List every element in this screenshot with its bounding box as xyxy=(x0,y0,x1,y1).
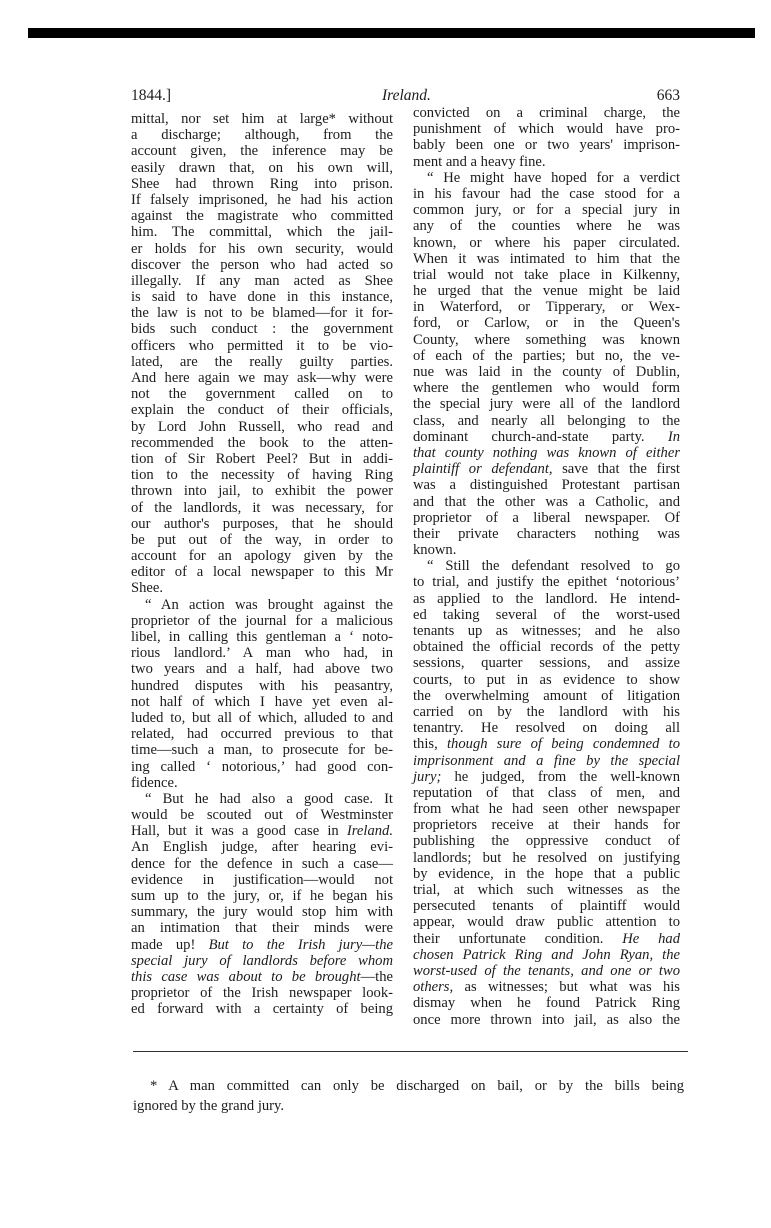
text-line xyxy=(131,1001,393,1017)
text-line xyxy=(413,202,680,218)
text-column-right xyxy=(413,105,680,1028)
text-segment: time—such a man, to prosecute for be- xyxy=(131,742,393,759)
text-line xyxy=(131,694,393,710)
text-segment: rious landlord.’ A man who had, in xyxy=(131,645,393,662)
text-segment: from what he had seen other newspaper xyxy=(413,801,680,818)
text-segment: their private characters nothing was xyxy=(413,525,680,542)
text-segment: An English judge, after hearing evi- xyxy=(131,839,393,856)
text-segment: publishing the oppressive conduct of xyxy=(413,833,680,850)
italic-text-segment: that county nothing was known of either xyxy=(413,444,680,461)
text-segment: hundred disputes with his peasantry, xyxy=(131,677,393,694)
text-segment: made up! xyxy=(131,936,209,953)
text-segment: “ Still the defendant resolved to go xyxy=(427,558,680,575)
text-segment: tion of Sir Robert Peel? But in addi- xyxy=(131,450,393,467)
text-segment: against the magistrate who committed xyxy=(131,208,393,225)
text-line xyxy=(413,591,680,607)
text-line xyxy=(413,947,680,963)
text-line xyxy=(131,321,393,337)
text-segment: er holds for his own security, would xyxy=(131,240,393,257)
text-line xyxy=(413,672,680,688)
text-segment: bids such conduct : the government xyxy=(131,321,393,338)
footnote-text: ignored by the grand jury. xyxy=(133,1098,285,1114)
text-segment: “ But he had also a good case. It xyxy=(145,790,393,807)
text-segment: ed taking several of the worst-used xyxy=(413,606,680,623)
text-segment: would be scouted out of Westminster xyxy=(131,807,393,824)
text-segment: Hall, but it was a good case in xyxy=(131,823,347,840)
text-segment: he urged that the venue might be laid xyxy=(413,283,680,300)
text-segment: two years and a half, had above two xyxy=(131,661,393,678)
text-segment: account given, the inference may be xyxy=(131,143,393,160)
text-line xyxy=(413,445,680,461)
text-line xyxy=(131,192,393,208)
text-segment: in his favour had the case stood for a xyxy=(413,185,680,202)
text-line xyxy=(413,655,680,671)
text-segment: and that the other was a Catholic, and xyxy=(413,493,680,510)
running-title: Ireland. xyxy=(382,87,431,104)
text-line xyxy=(131,629,393,645)
text-segment: our author's purposes, that he should xyxy=(131,515,393,532)
text-segment: tenants up as witnesses; and he also xyxy=(413,623,680,639)
text-line xyxy=(131,257,393,273)
footnote xyxy=(133,1076,684,1116)
text-line xyxy=(413,898,680,914)
text-line xyxy=(413,235,680,251)
text-line xyxy=(413,574,680,590)
text-line xyxy=(131,856,393,872)
footnote-text: * A man committed can only be discharged on bail, or by the bills being xyxy=(150,1078,684,1094)
text-segment: trial would not take place in Kilkenny, xyxy=(413,266,680,283)
text-line xyxy=(131,289,393,305)
text-line xyxy=(413,995,680,1011)
text-line xyxy=(131,904,393,920)
text-line xyxy=(131,160,393,176)
text-segment: Shee had thrown Ring into prison. xyxy=(131,175,393,192)
text-line xyxy=(413,623,680,639)
text-line xyxy=(413,607,680,623)
text-line xyxy=(131,241,393,257)
text-segment: reputation of that class of men, and xyxy=(413,784,680,801)
text-line xyxy=(131,678,393,694)
text-line xyxy=(131,888,393,904)
text-segment: persecuted tenants of plaintiff would xyxy=(413,898,680,915)
text-segment: explain the conduct of their officials, xyxy=(131,402,393,419)
text-line xyxy=(413,494,680,510)
text-line xyxy=(131,500,393,516)
italic-text-segment: But to the Irish jury—the xyxy=(208,936,393,953)
text-line xyxy=(413,639,680,655)
text-line xyxy=(131,839,393,855)
text-line xyxy=(413,348,680,364)
text-segment: ed forward with a certainty of being xyxy=(131,1001,393,1018)
text-segment: in Waterford, or Tipperary, or Wex- xyxy=(413,299,680,316)
text-segment: this, xyxy=(413,736,447,753)
text-line xyxy=(413,364,680,380)
footnote-rule xyxy=(133,1051,688,1052)
text-segment: trial, at which such witnesses as the xyxy=(413,882,680,898)
text-segment: officers who permitted it to be vio- xyxy=(131,337,393,354)
text-segment: tion to the necessity of having Ring xyxy=(131,467,393,484)
text-line xyxy=(413,736,680,752)
text-segment: sum up to the jury, or, if he began his xyxy=(131,888,393,904)
text-line xyxy=(413,105,680,121)
text-line xyxy=(413,833,680,849)
text-line xyxy=(413,413,680,429)
text-segment: the law is not to be blamed—for it for- xyxy=(131,305,393,322)
text-segment: the special jury were all of the landlord xyxy=(413,396,680,413)
text-line xyxy=(131,985,393,1001)
text-segment: discover the person who had acted so xyxy=(131,256,393,273)
text-line xyxy=(131,176,393,192)
text-segment: not the government called on to xyxy=(131,386,393,403)
text-line xyxy=(131,661,393,677)
text-segment: lated, are the really guilty parties. xyxy=(131,353,393,370)
text-line xyxy=(131,920,393,936)
text-line xyxy=(131,143,393,159)
italic-text-segment: He had xyxy=(622,930,680,947)
text-line xyxy=(131,807,393,823)
text-segment: known, or where his paper circulated. xyxy=(413,234,680,251)
text-segment: illegally. If any man acted as Shee xyxy=(131,272,393,289)
text-segment: obtained the official records of the petty xyxy=(413,639,680,656)
text-line xyxy=(413,251,680,267)
text-line xyxy=(413,429,680,445)
text-line xyxy=(131,208,393,224)
italic-text-segment: In xyxy=(667,428,680,445)
text-line xyxy=(131,467,393,483)
text-line xyxy=(413,882,680,898)
text-segment: proprietor of a liberal newspaper. Of xyxy=(413,509,680,526)
text-line xyxy=(131,775,393,791)
text-segment: him. The committal, which the jail- xyxy=(131,224,393,241)
text-segment: recommended the book to the atten- xyxy=(131,434,393,451)
text-line xyxy=(413,817,680,833)
text-line xyxy=(131,726,393,742)
text-line xyxy=(413,380,680,396)
text-line xyxy=(413,299,680,315)
text-segment: of the landlords, it was necessary, for xyxy=(131,499,393,516)
text-segment: appear, would draw public attention to xyxy=(413,914,680,931)
text-line xyxy=(131,516,393,532)
italic-text-segment: imprisonment and a fine by the special xyxy=(413,752,680,769)
text-line xyxy=(131,613,393,629)
text-segment: an intimation that their minds were xyxy=(131,920,393,937)
text-segment: proprietor of the Irish newspaper look- xyxy=(131,985,393,1002)
text-line xyxy=(131,937,393,953)
text-segment: dominant church-and-state party. xyxy=(413,428,668,445)
text-segment: mittal, nor set him at large* without xyxy=(131,111,393,127)
text-segment: related, had occurred previous to that xyxy=(131,726,393,743)
text-segment: is said to have done in this instance, xyxy=(131,289,393,306)
text-line xyxy=(131,224,393,240)
text-segment: save that the first xyxy=(552,461,680,478)
text-line xyxy=(131,597,393,613)
text-segment: libel, in calling this gentleman a ‘ noto- xyxy=(131,629,393,645)
text-line xyxy=(131,386,393,402)
text-segment: the overwhelming amount of litigation xyxy=(413,687,680,704)
text-line xyxy=(413,477,680,493)
text-line xyxy=(413,315,680,331)
text-segment: tenantry. He resolved on doing all xyxy=(413,720,680,737)
text-line xyxy=(413,332,680,348)
text-column-left xyxy=(131,111,393,1018)
text-segment: landlords; but he resolved on justifying xyxy=(413,849,680,866)
italic-text-segment: jury; xyxy=(413,768,442,785)
text-segment: “ He might have hoped for a verdict xyxy=(427,169,680,186)
text-line xyxy=(131,370,393,386)
text-segment: a discharge; although, from the xyxy=(131,127,393,144)
text-segment: punishment of which would have pro- xyxy=(413,121,680,138)
text-segment: account for an apology given by the xyxy=(131,548,393,565)
top-border-bar xyxy=(28,28,755,38)
text-line xyxy=(131,710,393,726)
text-segment: once more thrown into jail, as also the xyxy=(413,1011,680,1028)
text-segment: carried on by the landlord with his xyxy=(413,703,680,720)
text-line xyxy=(413,866,680,882)
text-line xyxy=(413,850,680,866)
text-line xyxy=(131,305,393,321)
text-segment: sessions, quarter sessions, and assize xyxy=(413,655,680,672)
text-line xyxy=(413,510,680,526)
text-line xyxy=(131,969,393,985)
text-segment: ford, or Carlow, or in the Queen's xyxy=(413,315,680,332)
text-segment: proprietors receive at their hands for xyxy=(413,817,680,834)
text-line xyxy=(413,769,680,785)
text-line xyxy=(413,121,680,137)
text-line xyxy=(131,580,393,596)
italic-text-segment: worst-used of the tenants, and one or two xyxy=(413,962,680,979)
text-line xyxy=(131,564,393,580)
text-line xyxy=(131,273,393,289)
text-segment: their unfortunate condition. xyxy=(413,930,623,947)
text-line xyxy=(131,435,393,451)
footnote-line xyxy=(133,1076,684,1096)
text-segment: ing called ‘ notorious,’ had good con- xyxy=(131,758,393,775)
text-line xyxy=(413,785,680,801)
page-number: 663 xyxy=(656,87,680,104)
text-segment: thrown into jail, to exhibit the power xyxy=(131,483,393,500)
text-line xyxy=(131,111,393,127)
text-segment: of each of the parties; but no, the ve- xyxy=(413,347,680,364)
text-line xyxy=(413,542,680,558)
text-segment: class, and nearly all belonging to the xyxy=(413,412,680,429)
text-segment: County, where something was known xyxy=(413,331,680,348)
footnote-line xyxy=(133,1096,684,1116)
text-segment: as applied to the landlord. He intend- xyxy=(413,590,680,607)
text-line xyxy=(131,532,393,548)
text-line xyxy=(131,338,393,354)
text-segment: And here again we may ask—why were xyxy=(131,370,393,386)
text-segment: as witnesses; but what was his xyxy=(453,979,680,996)
text-line xyxy=(413,688,680,704)
text-line xyxy=(413,283,680,299)
text-line xyxy=(131,354,393,370)
text-segment: nue was laid in the county of Dublin, xyxy=(413,364,680,380)
text-segment: be put out of the way, in order to xyxy=(131,531,393,548)
italic-text-segment: special jury of landlords before whom xyxy=(131,952,393,969)
text-segment: was a distinguished Protestant partisan xyxy=(413,477,680,494)
text-line xyxy=(413,720,680,736)
text-line xyxy=(131,872,393,888)
text-line xyxy=(131,548,393,564)
text-line xyxy=(413,914,680,930)
italic-text-segment: others, xyxy=(413,979,454,996)
text-line xyxy=(131,742,393,758)
text-line xyxy=(131,419,393,435)
text-segment: convicted on a criminal charge, the xyxy=(413,105,680,121)
text-line xyxy=(413,461,680,477)
text-line xyxy=(131,953,393,969)
text-line xyxy=(131,759,393,775)
text-segment: easily drawn that, on his own will, xyxy=(131,159,393,176)
text-segment: summary, the jury would stop him with xyxy=(131,904,393,921)
text-segment: courts, to put in as evidence to show xyxy=(413,671,680,688)
text-line xyxy=(413,801,680,817)
text-line xyxy=(131,402,393,418)
text-line xyxy=(413,1012,680,1028)
text-segment: he judged, from the well-known xyxy=(441,768,680,785)
italic-text-segment: Ireland. xyxy=(346,823,393,840)
text-line xyxy=(413,979,680,995)
text-segment: Shee. xyxy=(131,580,164,597)
text-segment: bably been one or two years' imprison- xyxy=(413,137,680,154)
text-line xyxy=(131,451,393,467)
text-line xyxy=(413,963,680,979)
text-segment: to trial, and justify the epithet ‘notorious’ xyxy=(413,574,680,591)
text-segment: dence for the defence in such a case— xyxy=(131,855,393,872)
italic-text-segment: this case was about to be brought xyxy=(131,968,361,985)
text-line xyxy=(413,186,680,202)
text-segment: by evidence, in the hope that a public xyxy=(413,865,680,882)
text-segment: If falsely imprisoned, he had his action xyxy=(131,191,393,208)
header-year: 1844.] xyxy=(131,87,172,104)
italic-text-segment: chosen Patrick Ring and John Ryan, the xyxy=(413,946,680,963)
text-line xyxy=(131,127,393,143)
text-line xyxy=(413,170,680,186)
text-segment: ment and a heavy fine. xyxy=(413,153,546,170)
text-segment: any of the counties where he was xyxy=(413,218,680,235)
text-line xyxy=(413,154,680,170)
text-segment: evidence in justification—would not xyxy=(131,871,393,888)
text-line xyxy=(131,791,393,807)
text-segment: luded to, but all of which, alluded to and xyxy=(131,709,393,726)
text-segment: editor of a local newspaper to this Mr xyxy=(131,564,393,581)
text-line xyxy=(413,558,680,574)
text-segment: proprietor of the journal for a malicious xyxy=(131,612,393,629)
text-segment: by Lord John Russell, who read and xyxy=(131,418,393,435)
text-segment: When it was intimated to him that the xyxy=(413,250,680,267)
italic-text-segment: though sure of being condemned to xyxy=(447,736,680,753)
text-line xyxy=(413,704,680,720)
text-line xyxy=(413,931,680,947)
text-segment: fidence. xyxy=(131,774,178,791)
text-segment: common jury, or for a special jury in xyxy=(413,202,680,219)
text-line xyxy=(413,267,680,283)
text-line xyxy=(131,483,393,499)
text-line xyxy=(413,526,680,542)
text-line xyxy=(131,645,393,661)
text-segment: “ An action was brought against the xyxy=(145,596,393,613)
text-segment: not half of which I have yet even al- xyxy=(131,693,393,710)
text-line xyxy=(413,753,680,769)
text-segment: dismay when he found Patrick Ring xyxy=(413,995,680,1012)
text-segment: where the gentlemen who would form xyxy=(413,380,680,397)
italic-text-segment: plaintiff or defendant, xyxy=(413,461,553,478)
text-segment: known. xyxy=(413,542,457,559)
text-line xyxy=(413,396,680,412)
text-line xyxy=(413,218,680,234)
text-line xyxy=(131,823,393,839)
text-line xyxy=(413,137,680,153)
text-segment: —the xyxy=(360,968,393,985)
